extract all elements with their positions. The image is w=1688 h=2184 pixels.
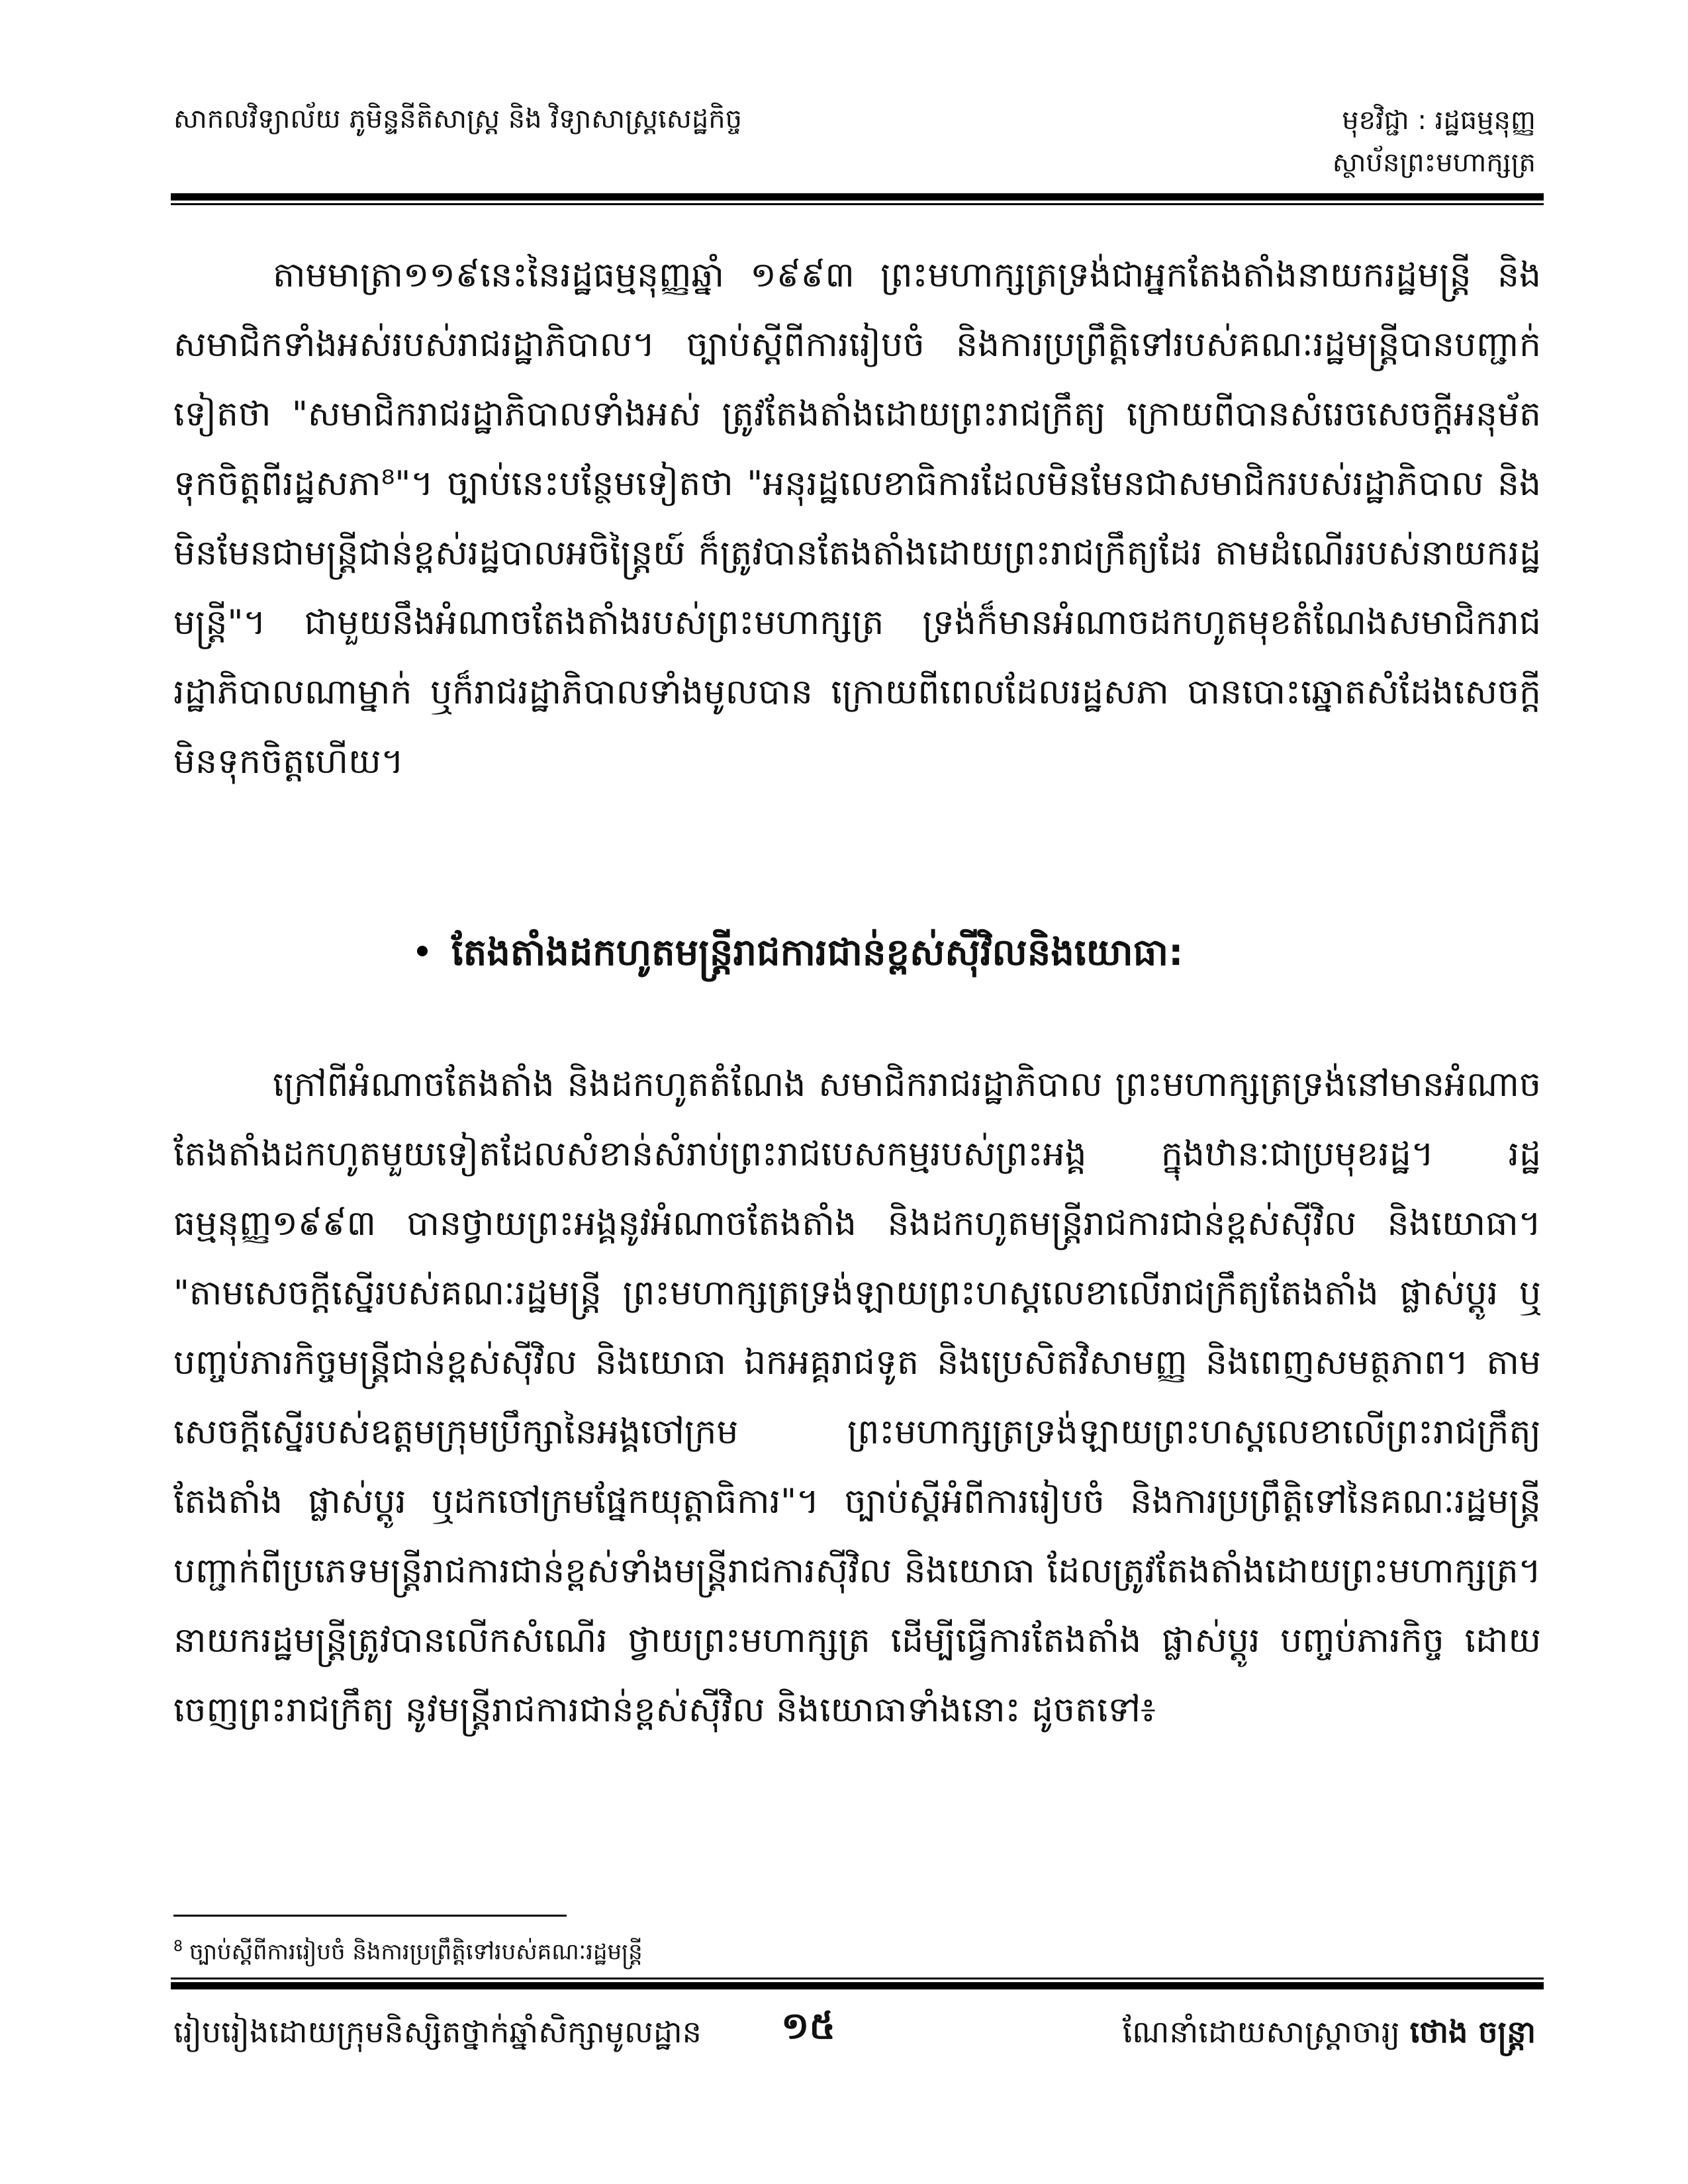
bullet-icon — [417, 946, 428, 956]
footer-advisor-label: ណែនាំដោយសាស្ត្រាចារ្យ — [1122, 2014, 1401, 2050]
page-number: ១៥ — [781, 2005, 836, 2048]
footer-prepared-by: រៀបរៀងដោយក្រុមនិស្សិតថ្នាក់ឆ្នាំសិក្សាមូលដ្ឋាន — [173, 2014, 702, 2050]
header-rule-thick — [171, 193, 1544, 201]
body-paragraph-2: ក្រៅពីអំណាចតែងតាំង និងដកហូតតំណែង សមាជិករាជរដ្ឋាភិបាល ព្រះមហាក្សត្រទ្រង់នៅមានអំណាចតែងតាំងដកហូតមួយទៀតដែលសំខាន់សំរាប់ព្រះរាជបេសកម្មរបស់ព្រះអង្គ ក្នុងឋានៈជាប្រមុខរដ្ឋ។ រដ្ឋធម្មនុញ្ញ១៩៩៣ បានថ្វាយព្រះអង្គនូវអំណាចតែងតាំង និងដកហូតមន្ត្រីរាជការជាន់ខ្ពស់ស៊ីវិល និងយោធា។ "តាមសេចក្តីស្នើរបស់គណៈរដ្ឋមន្ត្រី ព្រះមហាក្សត្រទ្រង់ឡាយព្រះហស្តលេខាលើរាជក្រឹត្យតែងតាំង ផ្លាស់ប្តូរ ឬបញ្ចប់ភារកិច្ចមន្ត្រីជាន់ខ្ពស់ស៊ីវិល និងយោធា ឯកអគ្គរាជទូត និងប្រេសិតវិសាមញ្ញ និងពេញសមត្ថភាព។ តាមសេចក្តីស្នើរបស់ឧត្តមក្រុមប្រឹក្សានៃអង្គចៅក្រម ព្រះមហាក្សត្រទ្រង់ឡាយព្រះហស្តលេខាលើព្រះរាជក្រឹត្យតែងតាំង ផ្លាស់ប្តូរ ឬដកចៅក្រមផ្នែកយុត្តាធិការ"។ ច្បាប់ស្តីអំពីការរៀបចំ និងការប្រព្រឹត្តិទៅនៃគណៈរដ្ឋមន្ត្រី បញ្ជាក់ពីប្រភេទមន្ត្រីរាជការជាន់ខ្ពស់ទាំងមន្ត្រីរាជការស៊ីវិល និងយោធា ដែលត្រូវតែងតាំងដោយព្រះមហាក្សត្រ។ នាយករដ្ឋមន្ត្រីត្រូវបានលើកសំណើរ ថ្វាយព្រះមហាក្សត្រ ដើម្បីធ្វើការតែងតាំង ផ្លាស់ប្តូរ បញ្ចប់ភារកិច្ច ដោយចេញព្រះរាជក្រឹត្យ នូវមន្ត្រីរាជការជាន់ខ្ពស់ស៊ីវិល និងយោធាទាំងនោះ ដូចតទៅ៖ — [173, 1065, 1541, 1730]
footnote-text: ច្បាប់ស្តីពីការរៀបចំ និងការប្រព្រឹត្តិទៅរបស់គណៈរដ្ឋមន្ត្រី — [189, 1938, 643, 1966]
footnote-marker: 8 — [173, 1938, 183, 1955]
header-course-info — [1333, 99, 1536, 184]
section-heading-text: តែងតាំងដកហូតមន្ត្រីរាជការជាន់ខ្ពស់ស៊ីវិលនិងយោធា: — [451, 931, 1184, 974]
header-rule-thin — [171, 203, 1544, 205]
footer-advisor — [1123, 2005, 1536, 2058]
footer-advisor-name: ថោង ចន្ត្រា — [1409, 2014, 1536, 2050]
header-subject: មុខវិជ្ជា : រដ្ឋធម្មនុញ្ញ — [1342, 105, 1536, 136]
footnote-separator — [173, 1915, 567, 1917]
section-heading — [417, 923, 1183, 983]
header-university-name: សាកលវិទ្យាល័យ ភូមិន្ទនីតិសាស្ត្រ និង វិទ្យាសាស្ត្រសេដ្ឋកិច្ច — [173, 104, 743, 134]
footnote — [173, 1927, 643, 1972]
body-paragraph-1: តាមមាត្រា១១៩នេះនៃរដ្ឋធម្មនុញ្ញឆ្នាំ ១៩៩៣ ព្រះមហាក្សត្រទ្រង់ជាអ្នកតែងតាំងនាយករដ្ឋមន្ត្រី និងសមាជិកទាំងអស់របស់រាជរដ្ឋាភិបាល។ ច្បាប់ស្តីពីការរៀបចំ និងការប្រព្រឹត្តិទៅរបស់គណៈរដ្ឋមន្ត្រីបានបញ្ជាក់ទៀតថា "សមាជិករាជរដ្ឋាភិបាលទាំងអស់ ត្រូវតែងតាំងដោយព្រះរាជក្រឹត្យ ក្រោយពីបានសំរេចសេចក្តីអនុម័តទុកចិត្តពីរដ្ឋសភា⁸"។ ច្បាប់នេះបន្ថែមទៀតថា "អនុរដ្ឋលេខាធិការដែលមិនមែនជាសមាជិករបស់រដ្ឋាភិបាល និងមិនមែនជាមន្ត្រីជាន់ខ្ពស់រដ្ឋបាលអចិន្ត្រៃយ៍ ក៏ត្រូវបានតែងតាំងដោយព្រះរាជក្រឹត្យដែរ តាមដំណើររបស់នាយករដ្ឋមន្ត្រី"។ ជាមួយនឹងអំណាចតែងតាំងរបស់ព្រះមហាក្សត្រ ទ្រង់ក៏មានអំណាចដកហូតមុខតំណែងសមាជិករាជរដ្ឋាភិបាលណាម្នាក់ ឬក៏រាជរដ្ឋាភិបាលទាំងមូលបាន ក្រោយពីពេលដែលរដ្ឋសភា បានបោះឆ្នោតសំដែងសេចក្តីមិនទុកចិត្តហើយ។ — [173, 255, 1541, 782]
header-chapter: ស្ថាប័នព្រះមហាក្សត្រ — [1332, 148, 1536, 178]
footer-rule-thin — [171, 1978, 1544, 1979]
footer-rule-thick — [171, 1982, 1544, 1989]
